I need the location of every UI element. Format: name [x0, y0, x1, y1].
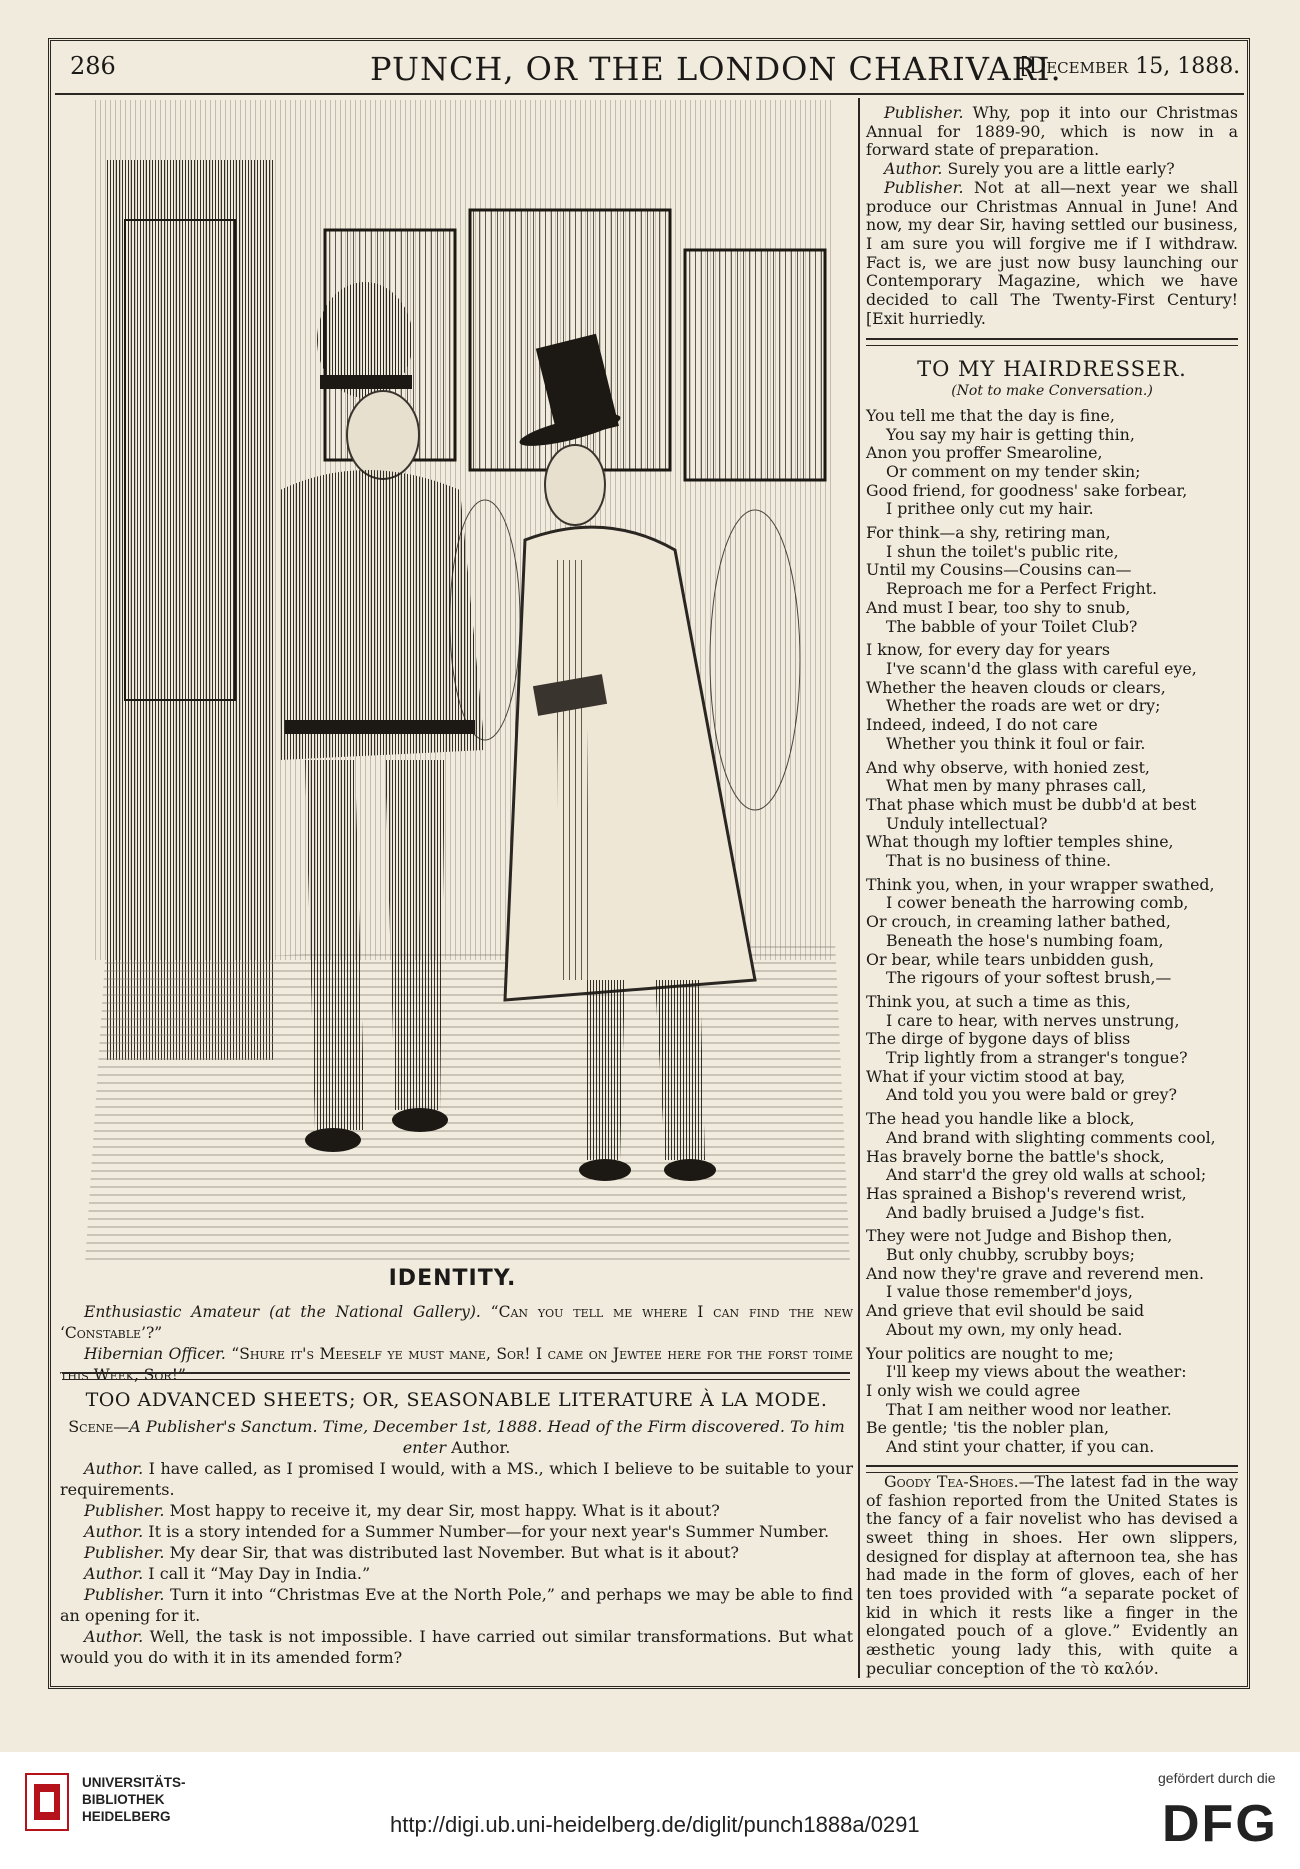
- poem-line: Be gentle; 'tis the nobler plan,: [866, 1418, 1110, 1438]
- poem-line: Reproach me for a Perfect Fright.: [886, 579, 1158, 599]
- caption-speaker-amateur: Enthusiastic Amateur: [84, 1303, 260, 1321]
- poem-line: I only wish we could agree: [866, 1381, 1081, 1400]
- page-number: 286: [70, 52, 116, 80]
- poem-line: Or comment on my tender skin;: [886, 461, 1141, 481]
- poem-line: But only chubby, scrubby boys;: [886, 1245, 1135, 1265]
- poem-line: Whether you think it foul or fair.: [886, 733, 1146, 753]
- poem-line: Indeed, indeed, I do not care: [866, 715, 1098, 735]
- poem-line: Think you, when, in your wrapper swathed,: [866, 874, 1215, 894]
- poem-line: Whether the heaven clouds or clears,: [866, 677, 1166, 697]
- poem-line: I've scann'd the glass with careful eye,: [886, 658, 1197, 678]
- poem-stanza: [866, 759, 1238, 871]
- caption-speaker-officer: Hibernian Officer.: [84, 1345, 226, 1363]
- column-divider: [858, 98, 860, 1678]
- article-scene: Scene—A Publisher's Sanctum. Time, December 1st, 1888. Head of the Firm discovered. To him enter Author.: [68, 1417, 845, 1457]
- goody-tea-shoes-paragraph: Goody Tea-Shoes.—The latest fad in the way of fashion reported from the United States is the fancy of a fair novelist who has devised a sweet thing in shoes. Her own slippers, designed for display at afternoon tea, she has had made in the form of gloves, each of her ten toes provided with “a separate pocket of kid in which it rests like a finger in the elongated pouch of a glove.” Evidently an æsthetic young lady this, with quite a peculiar conception of the τὸ καλόν.: [866, 1471, 1239, 1678]
- poem-line: That is no business of thine.: [886, 851, 1112, 871]
- funding-note: gefördert durch die: [1158, 1770, 1276, 1786]
- dialogue-line: Author. I call it “May Day in India.”: [84, 1564, 371, 1583]
- right-column: [866, 104, 1238, 1679]
- poem-line: Has bravely borne the battle's shock,: [866, 1146, 1165, 1166]
- poem-line: Or crouch, in creaming lather bathed,: [866, 912, 1171, 932]
- dialogue-line: Publisher. Turn it into “Christmas Eve at the North Pole,” and perhaps we may be able to find an opening for it.: [60, 1585, 853, 1625]
- poem-line: That I am neither wood nor leather.: [886, 1399, 1172, 1419]
- poem-line: I cower beneath the harrowing comb,: [886, 893, 1189, 913]
- library-name: UNIVERSITÄTS- BIBLIOTHEK HEIDELBERG: [82, 1775, 186, 1824]
- poem-line: That phase which must be dubb'd at best: [866, 794, 1197, 814]
- poem-line: I shun the toilet's public rite,: [886, 541, 1119, 561]
- dialogue-line: Author. Well, the task is not impossible. I have carried out similar transformations. But what would you do with it in its amended form?: [60, 1627, 853, 1667]
- poem-line: Beneath the hose's numbing foam,: [886, 930, 1164, 950]
- poem-line: And brand with slighting comments cool,: [886, 1127, 1216, 1147]
- poem-body: [866, 407, 1238, 1457]
- poem-stanza: [866, 641, 1238, 753]
- caption-context: (at the National Gallery).: [269, 1303, 481, 1321]
- poem-line: You tell me that the day is fine,: [866, 405, 1115, 425]
- permalink[interactable]: http://digi.ub.uni-heidelberg.de/diglit/punch1888a/0291: [390, 1812, 920, 1837]
- article-title: TOO ADVANCED SHEETS; OR, SEASONABLE LITERATURE À LA MODE.: [85, 1389, 828, 1411]
- dialogue-line: Author. Surely you are a little early?: [884, 159, 1175, 179]
- poem-line: And now they're grave and reverend men.: [866, 1263, 1205, 1283]
- footer-bar: [0, 1752, 1300, 1869]
- dialogue-line: Publisher. My dear Sir, that was distributed last November. But what is it about?: [84, 1543, 739, 1562]
- section-rule: [866, 338, 1238, 346]
- poem-stanza: [866, 876, 1238, 988]
- poem-line: Anon you proffer Smearoline,: [866, 443, 1103, 463]
- poem-line: I value those remember'd joys,: [886, 1282, 1133, 1302]
- poem-line: I know, for every day for years: [866, 640, 1111, 660]
- poem-line: About my own, my only head.: [886, 1319, 1123, 1339]
- section-rule: [62, 1372, 850, 1380]
- poem-title: TO MY HAIRDRESSER.: [917, 357, 1187, 382]
- caption-quote-amateur: “Can you tell me where I can find the new ‘Constable’?”: [60, 1303, 853, 1342]
- poem-stanza: [866, 1110, 1238, 1222]
- poem-line: The dirge of bygone days of bliss: [866, 1029, 1131, 1049]
- poem-line: What though my loftier temples shine,: [866, 832, 1174, 852]
- dialogue-line: Publisher. Why, pop it into our Christmas Annual for 1889-90, which is now in a forward state of preparation.: [866, 103, 1238, 160]
- poem-line: Unduly intellectual?: [886, 813, 1048, 833]
- poem-stanza: [866, 1227, 1238, 1339]
- poem-line: Whether the roads are wet or dry;: [886, 696, 1161, 716]
- library-seal-icon: [22, 1772, 72, 1832]
- poem-stanza: [866, 993, 1238, 1105]
- header-rule: [55, 93, 1244, 95]
- poem-line: And stint your chatter, if you can.: [886, 1437, 1155, 1457]
- cartoon-title: IDENTITY.: [388, 1266, 517, 1291]
- dialogue-line: Author. It is a story intended for a Summer Number—for your next year's Summer Number.: [84, 1522, 830, 1541]
- poem-line: You say my hair is getting thin,: [886, 424, 1135, 444]
- poem-stanza: [866, 1345, 1238, 1457]
- article-too-advanced-sheets: [60, 1390, 853, 1668]
- dialogue-line: Publisher. Most happy to receive it, my dear Sir, most happy. What is it about?: [84, 1501, 720, 1520]
- poem-line: They were not Judge and Bishop then,: [866, 1226, 1173, 1246]
- poem-line: And starr'd the grey old walls at school;: [886, 1165, 1207, 1185]
- poem-stanza: [866, 407, 1238, 519]
- poem-line: Has sprained a Bishop's reverend wrist,: [866, 1183, 1187, 1203]
- poem-line: Think you, at such a time as this,: [866, 991, 1131, 1011]
- poem-line: Or bear, while tears unbidden gush,: [866, 949, 1155, 969]
- masthead-title: PUNCH, OR THE LONDON CHARIVARI.: [370, 50, 1062, 88]
- poem-line: What if your victim stood at bay,: [866, 1066, 1126, 1086]
- poem-stanza: [866, 524, 1238, 636]
- poem-line: The head you handle like a block,: [866, 1109, 1135, 1129]
- poem-line: And told you you were bald or grey?: [886, 1085, 1178, 1105]
- caption-quote-officer: “Shure it's Meeself ye must mane, Sor! I came on Jewtee here for the forst toime this Week, Sor!”: [60, 1345, 853, 1384]
- poem-line: And badly bruised a Judge's fist.: [886, 1202, 1145, 1222]
- poem-line: Your politics are nought to me;: [866, 1343, 1114, 1363]
- poem-line: And grieve that evil should be said: [866, 1301, 1145, 1321]
- poem-subtitle: (Not to make Conversation.): [951, 383, 1153, 400]
- poem-line: The babble of your Toilet Club?: [886, 616, 1138, 636]
- poem-line: I prithee only cut my hair.: [886, 499, 1094, 519]
- dialogue-line: Author. I have called, as I promised I would, with a MS., which I believe to be suitable to your requirements.: [60, 1459, 853, 1499]
- illustration-identity: [65, 100, 850, 1265]
- poem-line: What men by many phrases call,: [886, 776, 1147, 796]
- poem-line: I care to hear, with nerves unstrung,: [886, 1010, 1180, 1030]
- poem-line: The rigours of your softest brush,—: [886, 968, 1172, 988]
- poem-line: And must I bear, too shy to snub,: [866, 597, 1131, 617]
- poem-line: I'll keep my views about the weather:: [886, 1362, 1187, 1382]
- poem-line: Trip lightly from a stranger's tongue?: [886, 1048, 1188, 1068]
- section-rule: [866, 1465, 1238, 1473]
- dfg-logo: DFG: [1162, 1795, 1278, 1853]
- poem-line: And why observe, with honied zest,: [866, 757, 1150, 777]
- issue-date: [December 15, 1888.: [1020, 54, 1241, 79]
- poem-line: Good friend, for goodness' sake forbear,: [866, 480, 1188, 500]
- poem-line: Until my Cousins—Cousins can—: [866, 560, 1132, 580]
- dialogue-line: Publisher. Not at all—next year we shall produce our Christmas Annual in June! And now, my dear Sir, having settled our business, I am sure you will forgive me if I withdraw. Fact is, we are just now busy launching our Contemporary Magazine, which we have decided to call The Twenty-First Century! [Exit hurriedly.: [866, 177, 1238, 328]
- poem-line: For think—a shy, retiring man,: [866, 523, 1111, 543]
